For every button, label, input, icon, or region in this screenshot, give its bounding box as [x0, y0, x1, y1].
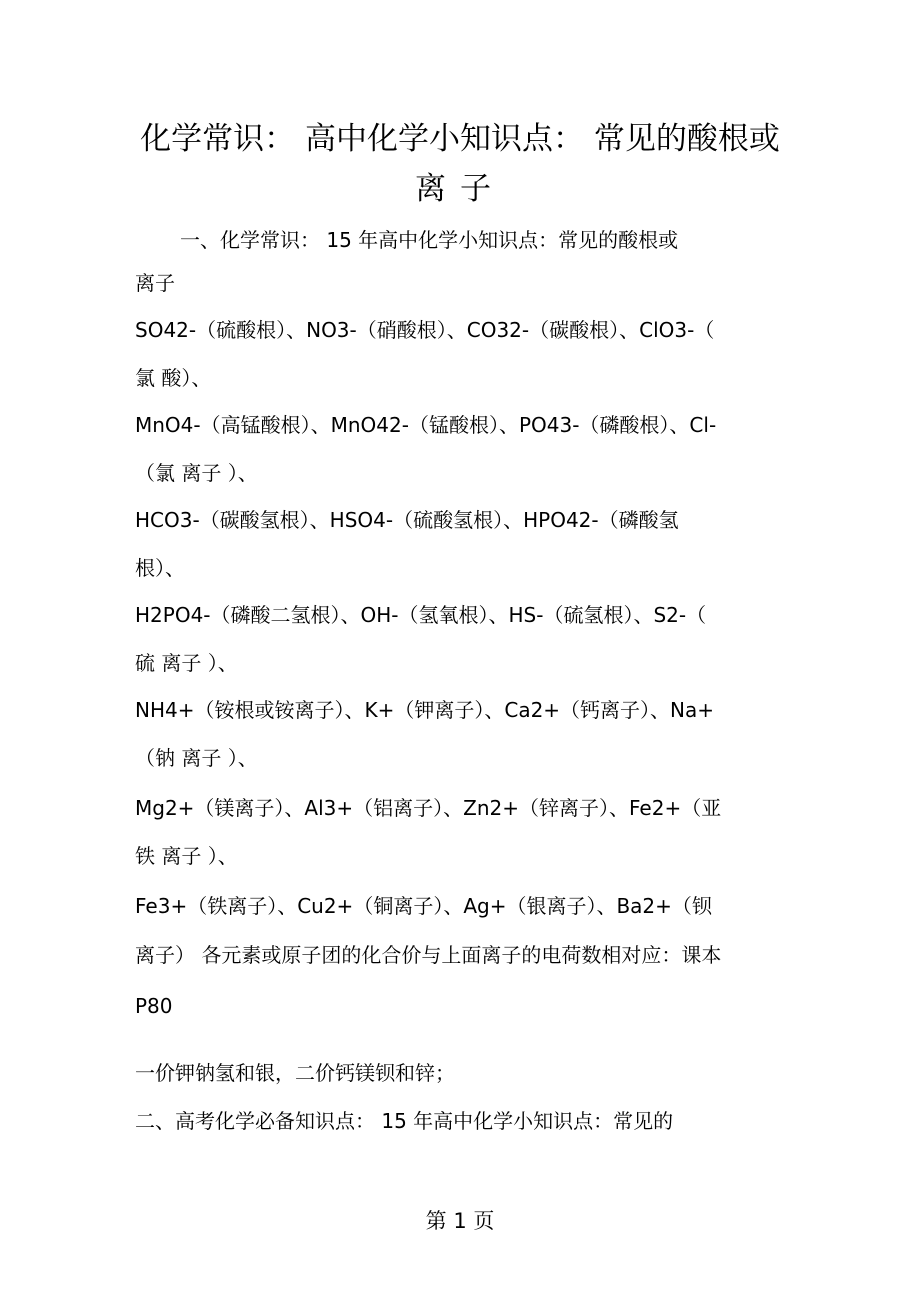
text-line: 离子） 各元素或原子团的化合价与上面离子的电荷数相对应：课本	[135, 943, 722, 967]
section-1-heading: 一、化学常识： 15 年高中化学小知识点：常见的酸根或	[180, 228, 679, 252]
section-2-heading: 二、高考化学必备知识点： 15 年高中化学小知识点：常见的	[135, 1109, 674, 1133]
document-title-line-1: 化学常识： 高中化学小知识点： 常见的酸根或	[140, 121, 780, 157]
text-line: HCO3-（碳酸氢根）、HSO4-（硫酸氢根）、HPO42-（磷酸氢	[135, 508, 679, 532]
text-line: MnO4-（高锰酸根）、MnO42-（锰酸根）、PO43-（磷酸根）、Cl-	[135, 413, 717, 437]
text-line: 铁 离子 ）、	[135, 844, 238, 868]
text-line: 硫 离子 ）、	[135, 651, 238, 675]
text-line: （氯 离子 ）、	[135, 461, 258, 485]
text-line: P80	[135, 994, 173, 1018]
page-number: 第 1 页	[425, 1209, 495, 1233]
text-line: SO42-（硫酸根）、NO3-（硝酸根）、CO32-（碳酸根）、ClO3-（	[135, 318, 715, 342]
mnemonic-line: 一价钾钠氢和银，二价钙镁钡和锌；	[135, 1061, 455, 1085]
text-line: 氯 酸）、	[135, 366, 212, 390]
text-line: 根）、	[135, 556, 185, 580]
text-line: （钠 离子 ）、	[135, 746, 258, 770]
text-line: H2PO4-（磷酸二氢根）、OH-（氢氧根）、HS-（硫氢根）、S2-（	[135, 603, 707, 627]
text-line: 离子	[135, 271, 175, 295]
text-line: NH4+（铵根或铵离子）、K+（钾离子）、Ca2+（钙离子）、Na+	[135, 698, 715, 722]
text-line: Fe3+（铁离子）、Cu2+（铜离子）、Ag+（银离子）、Ba2+（钡	[135, 894, 712, 918]
text-line: Mg2+（镁离子）、Al3+（铝离子）、Zn2+（锌离子）、Fe2+（亚	[135, 796, 722, 820]
document-title-line-2: 离子	[415, 171, 505, 207]
